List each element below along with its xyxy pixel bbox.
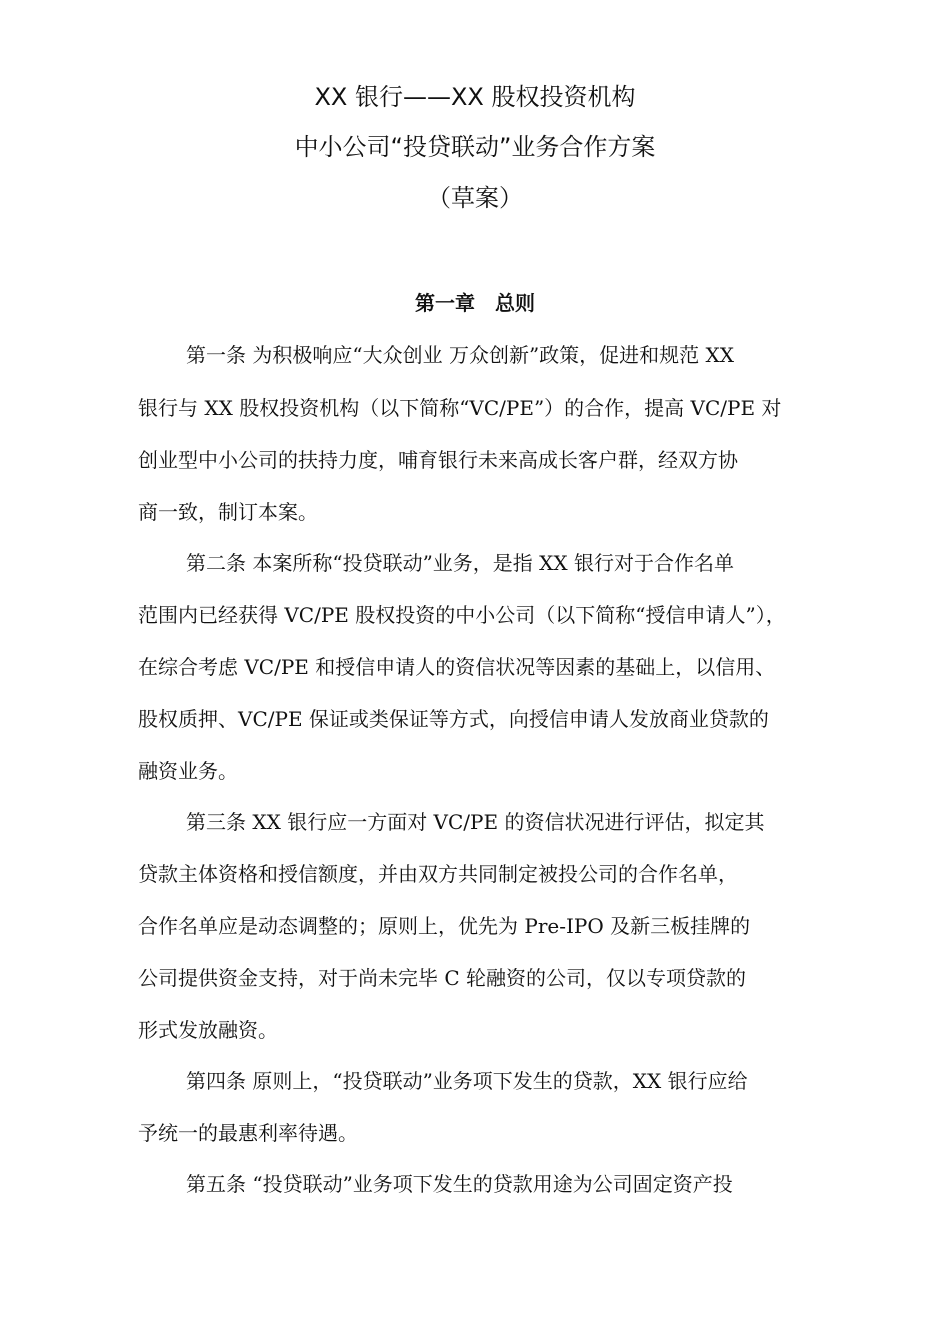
article-2-line-2: 范围内已经获得 VC/PE 股权投资的中小公司（以下简称“授信申请人”）， [138,603,786,627]
article-3-line-2: 贷款主体资格和授信额度，并由双方共同制定被投公司的合作名单， [138,862,738,886]
document-title-line-1: XX 银行——XX 股权投资机构 [314,83,636,111]
document-title-draft-label: （草案） [427,184,523,212]
article-2-line-1: 第二条 本案所称“投贷联动”业务，是指 XX 银行对于合作名单 [186,551,734,575]
article-1-line-3: 创业型中小公司的扶持力度，哺育银行未来高成长客户群，经双方协 [138,448,738,472]
article-1-line-4: 商一致，制订本案。 [138,500,318,524]
article-3-line-5: 形式发放融资。 [138,1018,278,1042]
chapter-heading: 第一章 总则 [415,291,535,315]
article-3-line-4: 公司提供资金支持，对于尚未完毕 C 轮融资的公司，仅以专项贷款的 [138,966,747,990]
article-2-line-5: 融资业务。 [138,759,238,783]
article-1-line-1: 第一条 为积极响应“大众创业 万众创新”政策，促进和规范 XX [186,343,734,367]
document-title-line-2: 中小公司“投贷联动”业务合作方案 [294,133,656,161]
article-4-line-2: 予统一的最惠利率待遇。 [138,1121,358,1145]
article-1-line-2: 银行与 XX 股权投资机构（以下简称“VC/PE”）的合作，提高 VC/PE 对 [138,396,782,420]
article-5-line-1: 第五条 “投贷联动”业务项下发生的贷款用途为公司固定资产投 [186,1172,733,1196]
article-4-line-1: 第四条 原则上，“投贷联动”业务项下发生的贷款，XX 银行应给 [186,1069,748,1093]
article-3-line-1: 第三条 XX 银行应一方面对 VC/PE 的资信状况进行评估，拟定其 [186,810,765,834]
article-3-line-3: 合作名单应是动态调整的；原则上，优先为 Pre-IPO 及新三板挂牌的 [138,914,751,938]
article-2-line-3: 在综合考虑 VC/PE 和授信申请人的资信状况等因素的基础上，以信用、 [138,655,776,679]
article-2-line-4: 股权质押、VC/PE 保证或类保证等方式，向授信申请人发放商业贷款的 [138,707,769,731]
